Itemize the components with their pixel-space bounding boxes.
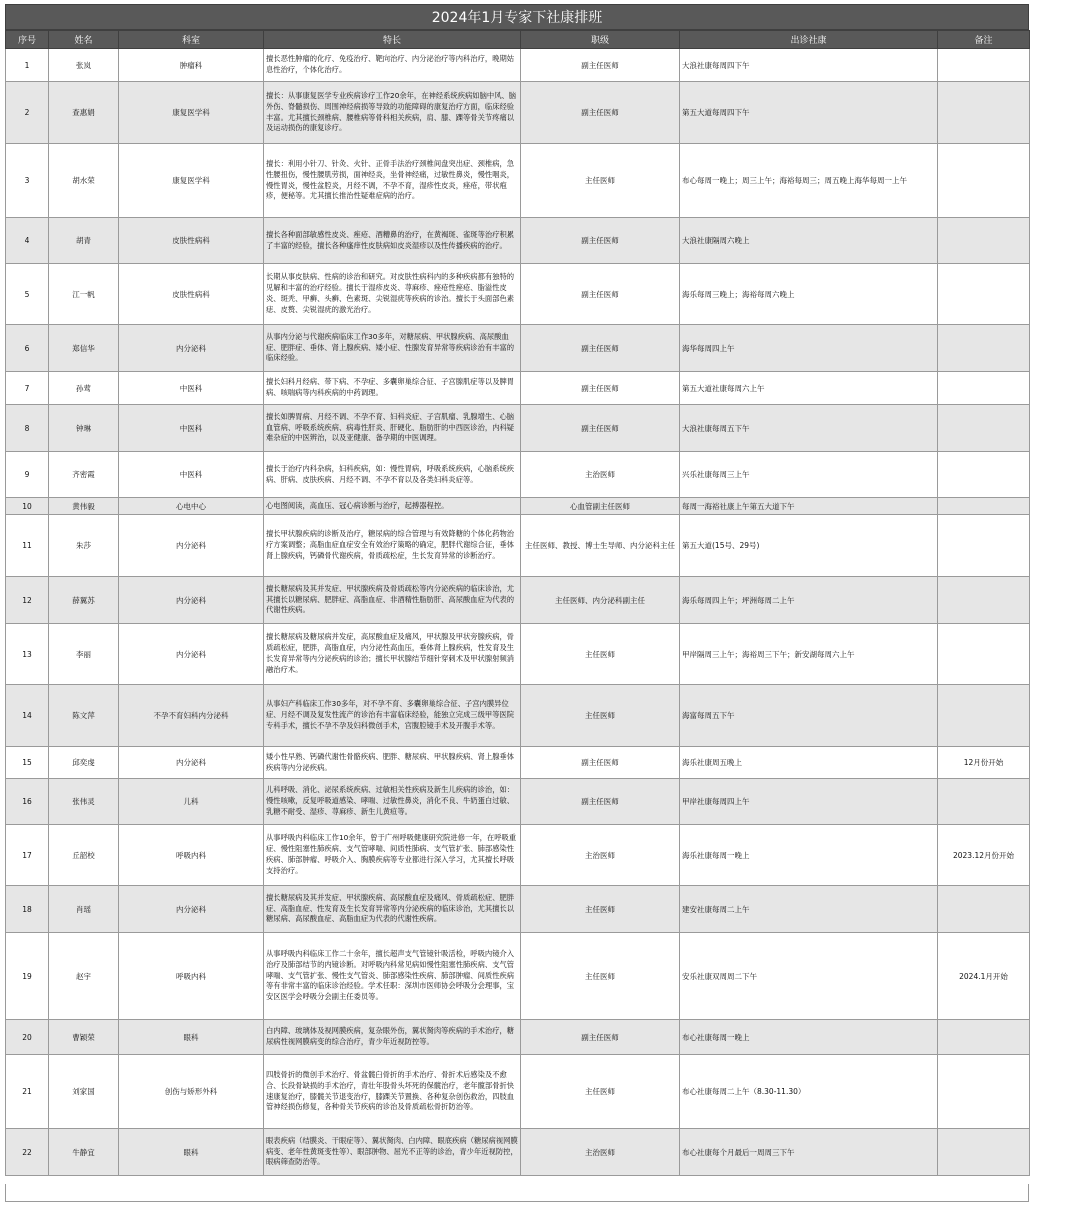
cell-no[interactable]: 20 [6,1020,49,1055]
cell-name[interactable]: 张伟灵 [49,779,119,825]
cell-clinic[interactable]: 大浪社康每周五下午 [680,405,938,452]
cell-name[interactable]: 曹颖荣 [49,1020,119,1055]
cell-specialty[interactable]: 从事妇产科临床工作30多年，对不孕不育、多囊卵巢综合征、子宫内膜异位症、月经不调及复发性流产的诊治有丰富临床经验，能独立完成三级甲等医院专科手术，擅长不孕不孕及妇科微创手术，宫腹腔镜手术及开腹手术等。 [264,685,521,747]
cell-name[interactable]: 牛静宜 [49,1129,119,1176]
cell-name[interactable]: 齐密霞 [49,452,119,498]
cell-rank[interactable]: 副主任医师 [521,1020,680,1055]
cell-name[interactable]: 赵宇 [49,933,119,1020]
cell-clinic[interactable]: 海乐社康周五晚上 [680,747,938,779]
cell-dept[interactable]: 内分泌科 [119,747,264,779]
cell-dept[interactable]: 内分泌科 [119,577,264,624]
cell-rank[interactable]: 主任医师 [521,624,680,685]
cell-specialty[interactable]: 擅长糖尿病及其并发症、甲状腺疾病及骨质疏松等内分泌疾病的临床诊治，尤其擅长以糖尿病、肥胖症、高脂血症、非酒精性脂肪肝、高尿酸血症为代表的代谢性疾病。 [264,577,521,624]
cell-clinic[interactable]: 大浪社康每周四下午 [680,49,938,82]
table-row [6,498,1030,515]
table-row [6,405,1030,452]
cell-note[interactable]: 2024.1月开始 [938,933,1030,1020]
cell-dept[interactable]: 内分泌科 [119,515,264,577]
cell-note[interactable] [938,685,1030,747]
cell-name[interactable]: 刘家国 [49,1055,119,1129]
cell-note[interactable] [938,264,1030,325]
header-dept[interactable]: 科室 [119,31,264,49]
cell-note[interactable] [938,1129,1030,1176]
table-row [6,325,1030,372]
cell-no[interactable]: 16 [6,779,49,825]
cell-dept[interactable]: 中医科 [119,372,264,405]
cell-note[interactable] [938,144,1030,218]
cell-note[interactable] [938,452,1030,498]
cell-rank[interactable]: 主任医师 [521,933,680,1020]
cell-clinic[interactable]: 海乐每周四上午；坪洲每周二上午 [680,577,938,624]
cell-no[interactable]: 4 [6,218,49,264]
cell-name[interactable]: 孙莺 [49,372,119,405]
cell-clinic[interactable]: 布心每周一晚上；周三上午；海裕每周三；周五晚上海华每周一上午 [680,144,938,218]
cell-specialty[interactable]: 心电图阅读，高血压、冠心病诊断与治疗，起搏器程控。 [264,498,521,515]
cell-clinic[interactable]: 布心社康每周一晚上 [680,1020,938,1055]
cell-dept[interactable]: 康复医学科 [119,82,264,144]
cell-rank[interactable]: 副主任医师 [521,372,680,405]
cell-clinic[interactable]: 甲岸隔周三上午；海裕周三下午；新安湖每周六上午 [680,624,938,685]
schedule-sheet [5,4,1029,1176]
cell-specialty[interactable]: 擅长糖尿病及糖尿病并发症，高尿酸血症及痛风，甲状腺及甲状旁腺疾病，骨质疏松症，肥胖，高脂血症，内分泌性高血压，垂体肾上腺疾病，性发育及生长发育异常等内分泌疾病的诊治；擅长甲状腺结节细针穿刺术及甲状腺射频消融治疗术。 [264,624,521,685]
table-row [6,685,1030,747]
cell-rank[interactable]: 主任医师 [521,886,680,933]
cell-note[interactable] [938,325,1030,372]
header-specialty[interactable]: 特长 [264,31,521,49]
cell-name[interactable]: 薛翼苏 [49,577,119,624]
cell-clinic[interactable]: 布心社康每个月最后一周周三下午 [680,1129,938,1176]
cell-rank[interactable]: 副主任医师 [521,325,680,372]
cell-no[interactable]: 18 [6,886,49,933]
cell-clinic[interactable]: 甲岸社康每周四上午 [680,779,938,825]
cell-name[interactable]: 江一帆 [49,264,119,325]
cell-no[interactable]: 7 [6,372,49,405]
cell-specialty[interactable]: 从事呼吸内科临床工作10余年，曾于广州呼吸健康研究院进修一年，在呼吸重症、慢性阻塞性肺疾病、支气管哮喘、间质性肺病、支气管扩张、肺部感染性疾病、肺部肿瘤、呼吸介入、胸膜疾病等专业都进行深入学习，尤其擅长呼吸支持治疗。 [264,825,521,886]
table-row [6,515,1030,577]
cell-rank[interactable]: 副主任医师 [521,49,680,82]
cell-rank[interactable]: 主任医师 [521,685,680,747]
cell-rank[interactable]: 主治医师 [521,825,680,886]
cell-clinic[interactable]: 海乐每周三晚上；海裕每周六晚上 [680,264,938,325]
cell-dept[interactable]: 皮肤性病科 [119,218,264,264]
cell-note[interactable] [938,405,1030,452]
cell-name[interactable]: 郑信华 [49,325,119,372]
table-row [6,1055,1030,1129]
cell-name[interactable]: 钟琳 [49,405,119,452]
cell-specialty[interactable]: 擅长糖尿病及其并发症、甲状腺疾病、高尿酸血症及痛风、骨质疏松症、肥胖症、高脂血症、性发育及生长发育异常等内分泌疾病的临床诊治，尤其擅长以糖尿病、高尿酸血症、高脂血症为代表的代谢性疾病。 [264,886,521,933]
table-row [6,452,1030,498]
cell-clinic[interactable]: 大浪社康隔周六晚上 [680,218,938,264]
cell-specialty[interactable]: 从事呼吸内科临床工作二十余年，擅长超声支气管镜针吸活检，呼吸内镜介入治疗及肺部结节的内镜诊断。对呼吸内科常见病如慢性阻塞性肺疾病、支气管哮喘、支气管扩张、慢性支气管炎、肺部感染性疾病、肺部肿瘤、间质性疾病等有非常丰富的临床诊治经验。学术任职：深圳市医师协会呼吸分会理事，宝安区医学会呼吸分会副主任委员等。 [264,933,521,1020]
cell-specialty[interactable]: 白内障、玻璃体及视网膜疾病，复杂眼外伤，翼状胬肉等疾病的手术治疗，糖尿病性视网膜病变的综合治疗，青少年近视防控等。 [264,1020,521,1055]
cell-no[interactable]: 1 [6,49,49,82]
cell-no[interactable]: 8 [6,405,49,452]
cell-rank[interactable]: 主任医师、教授、博士生导师、内分泌科主任 [521,515,680,577]
cell-rank[interactable]: 主任医师 [521,144,680,218]
cell-name[interactable]: 朱莎 [49,515,119,577]
cell-note[interactable] [938,577,1030,624]
cell-no[interactable]: 10 [6,498,49,515]
cell-clinic[interactable]: 海富每周五下午 [680,685,938,747]
cell-rank[interactable]: 主任医师、内分泌科副主任 [521,577,680,624]
cell-no[interactable]: 5 [6,264,49,325]
cell-specialty[interactable]: 儿科呼吸、消化、泌尿系统疾病、过敏相关性疾病及新生儿疾病的诊治，如：慢性咳嗽，反复呼吸道感染、哮喘、过敏性鼻炎，消化不良、牛奶蛋白过敏、乳糖不耐受、湿疹、荨麻疹、新生儿黄疸等。 [264,779,521,825]
schedule-table [5,30,1030,1176]
cell-clinic[interactable]: 海乐社康每周一晚上 [680,825,938,886]
cell-no[interactable]: 17 [6,825,49,886]
cell-name[interactable]: 李丽 [49,624,119,685]
cell-clinic[interactable]: 海华每周四上午 [680,325,938,372]
cell-specialty[interactable]: 擅长如脾胃病、月经不调、不孕不育、妇科炎症、子宫肌瘤、乳腺增生、心脑血管病、呼吸系统疾病、病毒性肝炎、肝硬化、脂肪肝的中西医诊治，内科疑难杂症的中医辨治，以及亚健康、备孕期的中医调理。 [264,405,521,452]
cell-dept[interactable]: 内分泌科 [119,886,264,933]
cell-specialty[interactable]: 擅长恶性肿瘤的化疗、免疫治疗、靶向治疗、内分泌治疗等内科治疗，晚期姑息性治疗，个体化治疗。 [264,49,521,82]
cell-no[interactable]: 22 [6,1129,49,1176]
sheet-title: 2024年1月专家下社康排班 [5,4,1029,30]
cell-rank[interactable]: 副主任医师 [521,82,680,144]
table-row [6,577,1030,624]
cell-no[interactable]: 13 [6,624,49,685]
table-row [6,82,1030,144]
cell-rank[interactable]: 主任医师 [521,1055,680,1129]
cell-note[interactable] [938,779,1030,825]
cell-note[interactable] [938,886,1030,933]
cell-specialty[interactable]: 擅长：利用小针刀、针灸、火针、正骨手法治疗颈椎间盘突出症、颈椎病，急性腰扭伤，慢性腰肌劳损，面神经炎，坐骨神经痛，过敏性鼻炎，慢性咽炎，慢性胃炎，慢性盆腔炎，月经不调，不孕不育，湿疹性皮炎，痤疮，带状疱疹，便秘等。尤其擅长推治性疑难症病的治疗。 [264,144,521,218]
table-row [6,1129,1030,1176]
cell-clinic[interactable]: 第五大道社康每周六上午 [680,372,938,405]
cell-specialty[interactable]: 矮小性早熟、钙磷代谢性骨骼疾病、肥胖、糖尿病、甲状腺疾病、肾上腺垂体疾病等内分泌疾病。 [264,747,521,779]
cell-no[interactable]: 19 [6,933,49,1020]
cell-specialty[interactable]: 擅长妇科月经病、带下病、不孕症、多囊卵巢综合征、子宫腺肌症等以及脾胃病、咳喘病等内科疾病的中药调理。 [264,372,521,405]
cell-note[interactable] [938,82,1030,144]
table-row [6,624,1030,685]
cell-specialty[interactable]: 擅长：从事康复医学专业疾病诊疗工作20余年，在神经系统疾病如脑中风、脑外伤、脊髓损伤、周围神经病损等导致的功能障碍的康复治疗方面，临床经验丰富。尤其擅长颈椎病、腰椎病等骨科相关疾病，肩、膝、踝等骨关节疼痛以及运动损伤的康复诊疗。 [264,82,521,144]
cell-note[interactable] [938,515,1030,577]
cell-no[interactable]: 3 [6,144,49,218]
cell-dept[interactable]: 心电中心 [119,498,264,515]
cell-dept[interactable]: 眼科 [119,1020,264,1055]
cell-name[interactable]: 肖瑶 [49,886,119,933]
cell-specialty[interactable]: 从事内分泌与代谢疾病临床工作30多年，对糖尿病、甲状腺疾病、高尿酸血症、肥胖症、垂体、肾上腺疾病、矮小症、性腺发育异常等疾病诊治有丰富的临床经验。 [264,325,521,372]
cell-note[interactable] [938,1055,1030,1129]
cell-dept[interactable]: 皮肤性病科 [119,264,264,325]
table-row [6,825,1030,886]
table-row [6,933,1030,1020]
cell-clinic[interactable]: 兴乐社康每周三上午 [680,452,938,498]
table-row [6,886,1030,933]
cell-name[interactable]: 查惠娟 [49,82,119,144]
cell-no[interactable]: 14 [6,685,49,747]
cell-specialty[interactable]: 擅长甲状腺疾病的诊断及治疗，糖尿病的综合管理与有效降糖的个体化药物治疗方案调整；高脂血症血症安全有效治疗策略的确定，肥胖代谢综合征，垂体肾上腺疾病，钙磷骨代谢疾病，骨质疏松症，生长发育异常的诊断治疗。 [264,515,521,577]
cell-name[interactable]: 陈文萍 [49,685,119,747]
cell-specialty[interactable]: 擅长各种面部敏感性皮炎、痤疮、酒糟鼻的治疗，在黄褐斑、雀斑等治疗积累了丰富的经验，擅长各种瘙痒性皮肤病如皮炎湿疹以及性传播疾病的治疗。 [264,218,521,264]
cell-dept[interactable]: 肿瘤科 [119,49,264,82]
cell-specialty[interactable]: 眼表疾病（结膜炎、干眼症等）、翼状胬肉、白内障、眼底疾病（糖尿病视网膜病变、老年性黄斑变性等）、眼部肿物、屈光不正等的诊治，青少年近视防控，眼病筛查防治等。 [264,1129,521,1176]
cell-note[interactable] [938,624,1030,685]
header-row [6,31,1030,49]
cell-no[interactable]: 2 [6,82,49,144]
cell-clinic[interactable]: 第五大道每周四下午 [680,82,938,144]
table-row [6,49,1030,82]
cell-dept[interactable]: 康复医学科 [119,144,264,218]
header-rank[interactable]: 职级 [521,31,680,49]
cell-dept[interactable]: 中医科 [119,405,264,452]
cell-rank[interactable]: 副主任医师 [521,405,680,452]
cell-dept[interactable]: 中医科 [119,452,264,498]
cell-note[interactable] [938,49,1030,82]
cell-name[interactable]: 丘韶校 [49,825,119,886]
table-row [6,1020,1030,1055]
empty-footer-row [5,1184,1029,1202]
cell-rank[interactable]: 心血管副主任医师 [521,498,680,515]
cell-note[interactable]: 2023.12月份开始 [938,825,1030,886]
cell-clinic[interactable]: 布心社康每周二上午（8.30-11.30） [680,1055,938,1129]
cell-rank[interactable]: 主治医师 [521,452,680,498]
table-row [6,218,1030,264]
cell-name[interactable]: 邱奕虔 [49,747,119,779]
cell-dept[interactable]: 不孕不育妇科内分泌科 [119,685,264,747]
cell-rank[interactable]: 副主任医师 [521,218,680,264]
header-note[interactable]: 备注 [938,31,1030,49]
cell-rank[interactable]: 副主任医师 [521,747,680,779]
cell-note[interactable] [938,498,1030,515]
cell-note[interactable] [938,372,1030,405]
cell-rank[interactable]: 主治医师 [521,1129,680,1176]
cell-no[interactable]: 11 [6,515,49,577]
cell-no[interactable]: 15 [6,747,49,779]
cell-name[interactable]: 胡青 [49,218,119,264]
cell-clinic[interactable]: 每周一海裕社康上午第五大道下午 [680,498,938,515]
cell-no[interactable]: 6 [6,325,49,372]
header-name[interactable]: 姓名 [49,31,119,49]
cell-note[interactable] [938,1020,1030,1055]
cell-dept[interactable]: 创伤与矫形外科 [119,1055,264,1129]
table-row [6,264,1030,325]
cell-specialty[interactable]: 长期从事皮肤病、性病的诊治和研究。对皮肤性病科内的多种疾病都有独特的见解和丰富的治疗经验。擅长于湿疹皮炎、荨麻疹、痤疮性痤疮、脂溢性皮炎、斑秃、甲癣、头癣、色素斑、尖锐湿疣等疾病的诊治。擅长于头面部色素痣、皮赘、尖锐湿疣的激光治疗。 [264,264,521,325]
cell-clinic[interactable]: 第五大道(15号、29号) [680,515,938,577]
cell-dept[interactable]: 呼吸内科 [119,933,264,1020]
header-no[interactable]: 序号 [6,31,49,49]
cell-dept[interactable]: 眼科 [119,1129,264,1176]
cell-clinic[interactable]: 建安社康每周二上午 [680,886,938,933]
cell-no[interactable]: 21 [6,1055,49,1129]
cell-dept[interactable]: 呼吸内科 [119,825,264,886]
cell-name[interactable]: 张岚 [49,49,119,82]
cell-dept[interactable]: 内分泌科 [119,325,264,372]
cell-dept[interactable]: 内分泌科 [119,624,264,685]
cell-name[interactable]: 胡水荣 [49,144,119,218]
cell-specialty[interactable]: 擅长于治疗内科杂病，妇科疾病，如：慢性胃病，呼吸系统疾病，心脑系统疾病、肝病、皮肤疾病、月经不调、不孕不育以及各类妇科炎症等。 [264,452,521,498]
cell-note[interactable]: 12月份开始 [938,747,1030,779]
cell-rank[interactable]: 副主任医师 [521,264,680,325]
cell-no[interactable]: 12 [6,577,49,624]
header-clinic[interactable]: 出诊社康 [680,31,938,49]
table-row [6,372,1030,405]
table-row [6,779,1030,825]
cell-specialty[interactable]: 四肢骨折的微创手术治疗、骨盆髋臼骨折的手术治疗、骨折术后感染及不愈合、长段骨缺损的手术治疗，青壮年股骨头坏死的保髋治疗，老年髋部骨折快速康复治疗，膝髋关节退变治疗，膝踝关节置换、各种复杂创伤救治，四肢血管神经损伤修复，各种骨关节疾病的诊治及骨质疏松骨折防治等。 [264,1055,521,1129]
cell-note[interactable] [938,218,1030,264]
cell-dept[interactable]: 儿科 [119,779,264,825]
cell-clinic[interactable]: 安乐社康双周周二下午 [680,933,938,1020]
cell-rank[interactable]: 副主任医师 [521,779,680,825]
table-row [6,144,1030,218]
cell-no[interactable]: 9 [6,452,49,498]
table-row [6,747,1030,779]
cell-name[interactable]: 黄伟毅 [49,498,119,515]
